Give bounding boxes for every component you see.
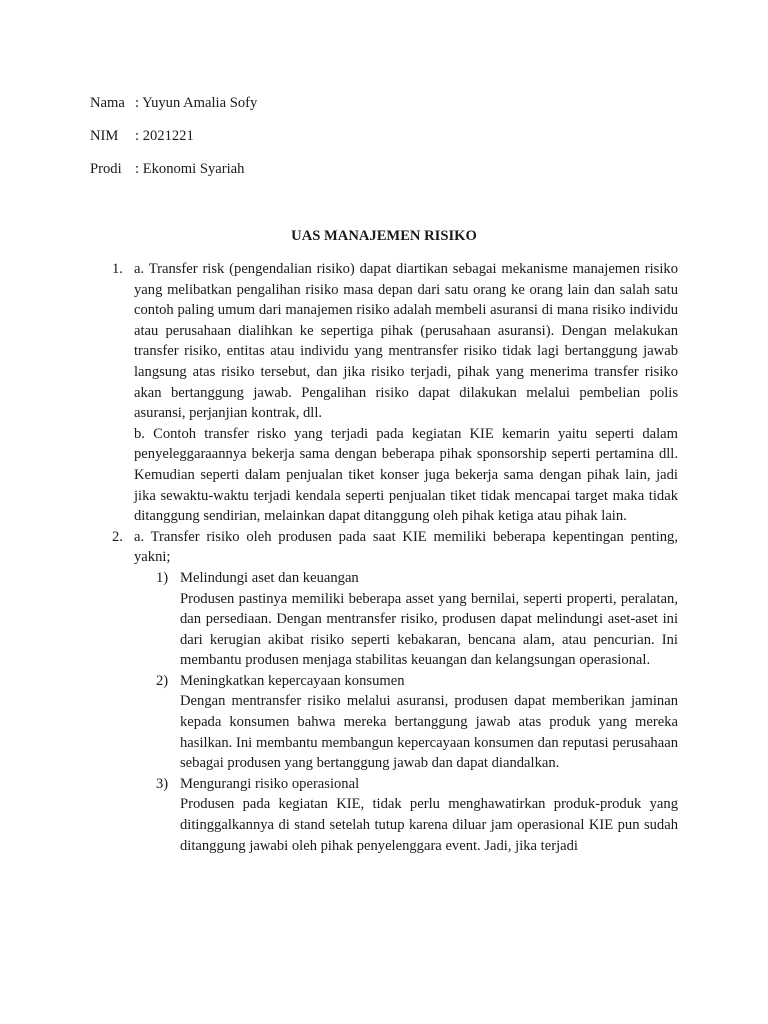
answer-2a-intro: a. Transfer risiko oleh produsen pada saat KIE memiliki beberapa kepentingan penting, yakni; — [134, 528, 678, 566]
prodi-label: Prodi — [90, 161, 122, 177]
answer-1b: b. Contoh transfer risko yang terjadi pada kegiatan KIE kemarin yaitu seperti dalam penyeleggaraannya bekerja sama dengan beberapa pihak sponsorship seperti pertamina dll. Kemudian seperti dalam penjualan tiket konser juga bekerja sama dengan pihak lain, jadi jika sewaktu-waktu terjadi kendala seperti penjualan tiket tidak mencapai target maka tidak ditanggung sendirian, melainkan dapat ditanggung oleh pihak ketiga atau pihak lain. — [134, 425, 678, 525]
list-item — [134, 671, 678, 774]
prodi-row — [90, 159, 244, 179]
name-label: Nama — [90, 95, 125, 111]
list-item-number: 2) — [156, 672, 169, 689]
question-number: 2. — [112, 528, 123, 545]
nim-value: : 2021221 — [135, 128, 194, 144]
answers-list — [90, 259, 678, 856]
sub-list — [90, 568, 678, 856]
list-item-text: Produsen pastinya memiliki beberapa asset yang bernilai, seperti properti, peralatan, dan persediaan. Dengan mentransfer risiko, produsen dapat melindungi aset-aset ini dari kerugian akibat risiko seperti kebakaran, bencana alam, atau pencurian. Ini membantu produsen menjaga stabilitas keuangan dan kelangsungan operasional. — [180, 590, 678, 669]
list-item-title: Meningkatkan kepercayaan konsumen — [180, 672, 405, 689]
name-value: : Yuyun Amalia Sofy — [135, 95, 258, 111]
question-number: 1. — [112, 261, 123, 277]
answer-1a: a. Transfer risk (pengendalian risiko) dapat diartikan sebagai mekanisme manajemen risiko yang melibatkan pengalihan risiko masa depan dari satu orang ke orang lain dan salah satu contoh paling umum dari manajemen risiko adalah membeli asuransi di mana risiko individu atau perusahaan dialihkan ke sepertiga pihak (perusahaan asuransi). Dengan melakukan transfer risiko, entitas atau individu yang mentransfer risiko tidak lagi bertanggung jawab langsung atas risiko tersebut, dan jika risiko terjadi, pihak yang menerima transfer risiko akan bertanggung jawab. Pengalihan risiko dapat dilakukan melalui pembelian polis asuransi, perjanjian kontrak, dll. — [134, 261, 678, 422]
list-item-text: Produsen pada kegiatan KIE, tidak perlu menghawatirkan produk-produk yang ditinggalkannya di stand setelah tutup karena diluar jam operasional KIE pun sudah ditanggung jawabi oleh pihak penyelenggara event. Jadi, jika terjadi — [180, 796, 678, 854]
question-2 — [90, 527, 678, 568]
list-item-title: Melindungi aset dan keuangan — [180, 569, 359, 586]
nim-row — [90, 126, 194, 146]
list-item-number: 1) — [156, 569, 169, 586]
list-item-text: Dengan mentransfer risiko melalui asuransi, produsen dapat memberikan jaminan kepada konsumen bahwa mereka bertanggung jawab atas produk yang mereka hasilkan. Ini membantu membangun kepercayaan konsumen dan reputasi perusahaan sebagai produsen yang bertanggung jawab dan dapat diandalkan. — [180, 693, 678, 772]
list-item-number: 3) — [156, 775, 169, 792]
document-title: UAS MANAJEMEN RISIKO — [291, 228, 477, 244]
list-item — [134, 568, 678, 671]
question-1 — [90, 259, 678, 527]
list-item — [134, 774, 678, 856]
list-item-title: Mengurangi risiko operasional — [180, 775, 360, 792]
nim-label: NIM — [90, 128, 119, 144]
prodi-value: : Ekonomi Syariah — [135, 161, 245, 177]
name-row — [90, 93, 257, 113]
